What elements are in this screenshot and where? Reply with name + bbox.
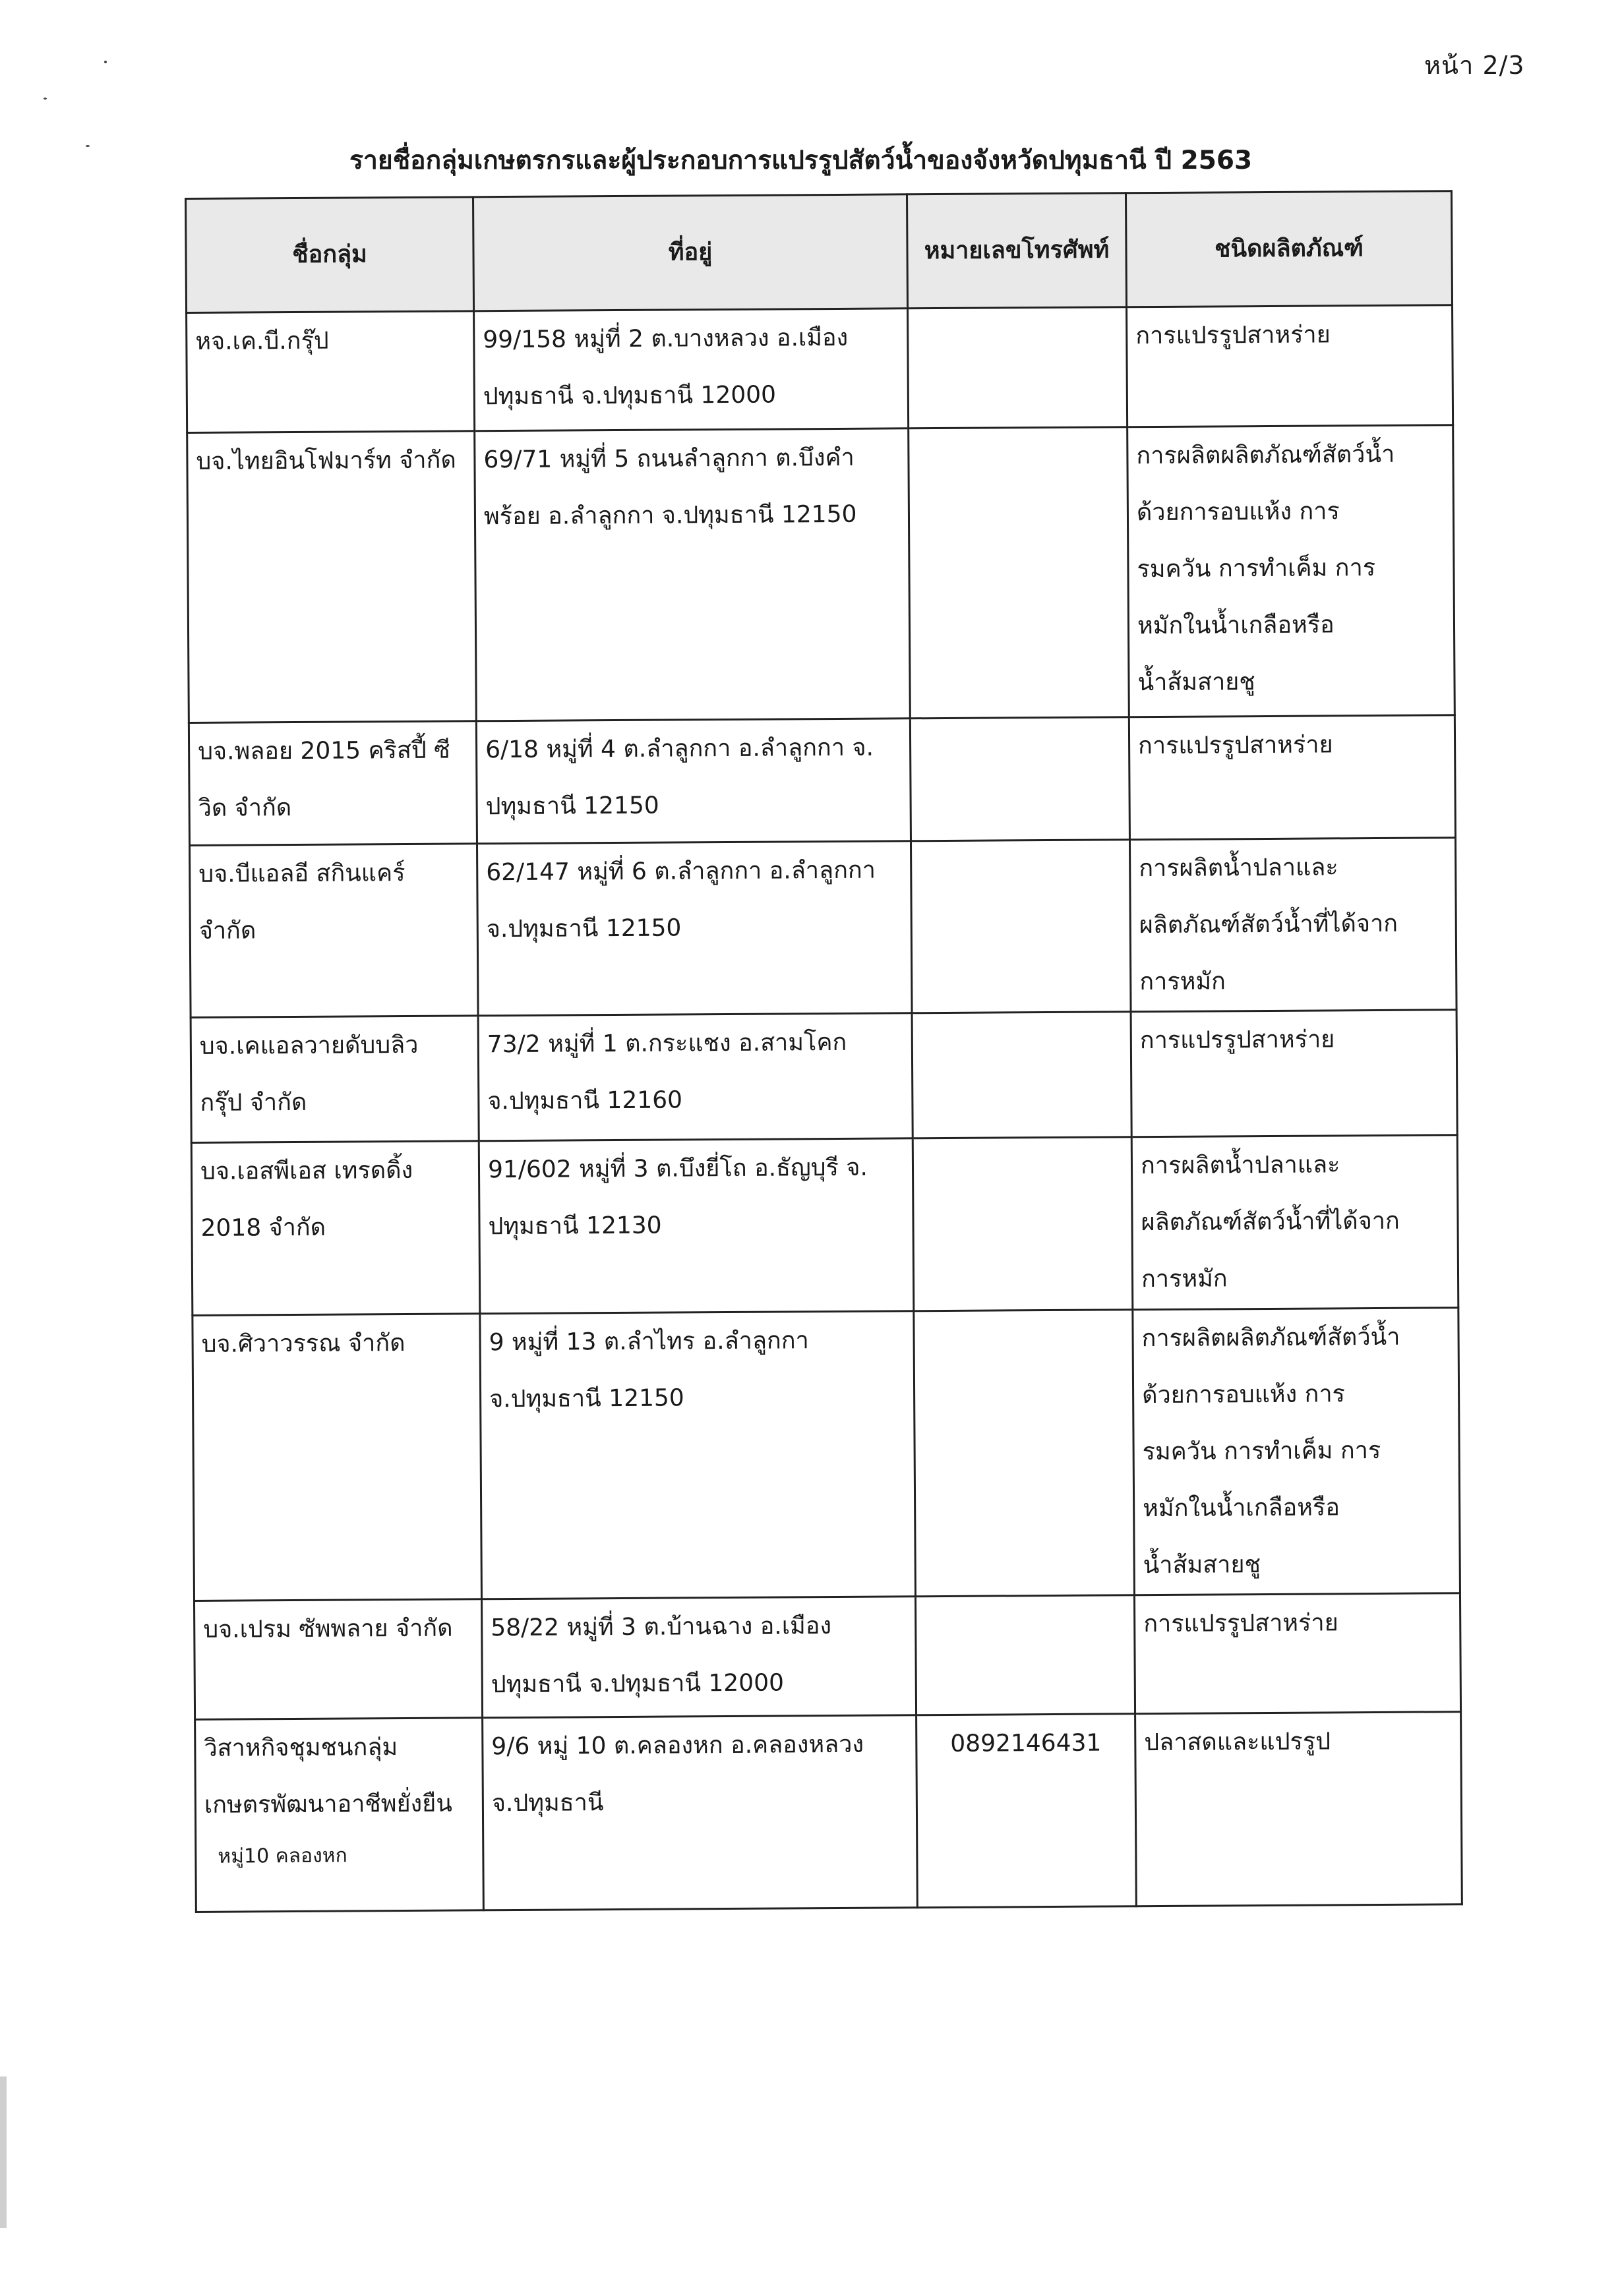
cell-address bbox=[483, 1715, 918, 1910]
table-row bbox=[191, 1010, 1457, 1143]
product-line: การผลิตผลิตภัณฑ์สัตว์น้ำ bbox=[1141, 1323, 1400, 1353]
product-line: การผลิตน้ำปลาและ bbox=[1140, 1151, 1340, 1180]
cell-group-name bbox=[187, 311, 475, 433]
cell-address bbox=[477, 841, 912, 1016]
cell-group-name bbox=[191, 1141, 480, 1316]
table-row bbox=[187, 425, 1455, 723]
column-header-product: ชนิดผลิตภัณฑ์ bbox=[1125, 191, 1452, 307]
cell-group-name bbox=[191, 1016, 479, 1143]
product-line: น้ำส้มสายชู bbox=[1137, 668, 1255, 697]
page-number: หน้า 2/3 bbox=[1424, 51, 1525, 80]
cell-product bbox=[1131, 1010, 1457, 1137]
product-line: การแปรรูปสาหร่าย bbox=[1137, 731, 1333, 760]
table-row bbox=[193, 1308, 1460, 1601]
cell-address bbox=[480, 1311, 916, 1599]
scan-edge-shadow bbox=[0, 2076, 7, 2228]
column-header-phone: หมายเลขโทรศัพท์ bbox=[907, 193, 1126, 309]
group-name-line: บจ.เปรม ซัพพลาย จำกัด bbox=[203, 1614, 453, 1643]
cell-product bbox=[1127, 305, 1453, 427]
group-name-line: 2018 จำกัด bbox=[200, 1214, 326, 1242]
address-line: 69/71 หมู่ที่ 5 ถนนลำลูกกา ต.บึงคำ bbox=[483, 444, 855, 474]
table-row bbox=[187, 305, 1453, 433]
cell-phone bbox=[911, 840, 1131, 1013]
cell-product bbox=[1127, 425, 1455, 717]
group-name-note: หมู่10 คลองหก bbox=[218, 1844, 347, 1868]
cell-phone bbox=[915, 1595, 1135, 1715]
group-name-line: เกษตรพัฒนาอาชีพยั่งยืน bbox=[204, 1790, 453, 1819]
address-line: จ.ปทุมธานี bbox=[491, 1789, 604, 1817]
cell-product bbox=[1129, 838, 1456, 1012]
cell-phone: 0892146431 bbox=[916, 1714, 1137, 1908]
product-line: รมควัน การทำเค็ม การ bbox=[1142, 1436, 1381, 1466]
cell-group-name bbox=[187, 431, 477, 723]
table-row bbox=[189, 715, 1455, 846]
group-name-line: วิด จำกัด bbox=[198, 794, 292, 822]
product-line: น้ำส้มสายชู bbox=[1143, 1551, 1261, 1579]
address-line: 62/147 หมู่ที่ 6 ต.ลำลูกกา อ.ลำลูกกา bbox=[486, 856, 876, 887]
table-row bbox=[195, 1593, 1461, 1720]
product-line: หมักในน้ำเกลือหรือ bbox=[1137, 611, 1335, 640]
cell-phone bbox=[908, 307, 1127, 428]
cell-product bbox=[1131, 1135, 1458, 1310]
scan-speck bbox=[86, 145, 90, 147]
scan-speck bbox=[104, 61, 107, 63]
cell-address bbox=[474, 309, 909, 431]
product-line: ปลาสดและแปรรูป bbox=[1144, 1728, 1331, 1757]
table-row bbox=[190, 838, 1457, 1018]
cell-group-name bbox=[190, 844, 479, 1018]
cell-phone bbox=[912, 1012, 1131, 1138]
cell-group-name bbox=[189, 721, 477, 846]
address-line: จ.ปทุมธานี 12160 bbox=[487, 1086, 683, 1115]
cell-product bbox=[1129, 715, 1455, 840]
address-line: ปทุมธานี 12130 bbox=[488, 1212, 662, 1241]
group-name-line: บจ.บีแอลอี สกินแคร์ bbox=[198, 859, 405, 888]
group-name-line: บจ.เคแอลวายดับบลิว bbox=[199, 1031, 419, 1060]
address-line: พร้อย อ.ลำลูกกา จ.ปทุมธานี 12150 bbox=[483, 500, 857, 531]
address-line: จ.ปทุมธานี 12150 bbox=[486, 914, 682, 943]
address-line: 58/22 หมู่ที่ 3 ต.บ้านฉาง อ.เมือง bbox=[491, 1612, 832, 1642]
product-line: ผลิตภัณฑ์สัตว์น้ำที่ได้จาก bbox=[1139, 910, 1398, 939]
address-line: 73/2 หมู่ที่ 1 ต.กระแชง อ.สามโคก bbox=[487, 1028, 847, 1059]
column-header-name: ชื่อกลุ่ม bbox=[186, 197, 474, 313]
cell-address bbox=[479, 1138, 914, 1314]
product-line: การผลิตผลิตภัณฑ์สัตว์น้ำ bbox=[1136, 440, 1395, 470]
cell-address bbox=[478, 1013, 913, 1141]
address-line: 9 หมู่ที่ 13 ต.ลำไทร อ.ลำลูกกา bbox=[489, 1327, 809, 1357]
registry-table bbox=[185, 190, 1463, 1913]
product-line: การผลิตน้ำปลาและ bbox=[1139, 854, 1338, 883]
product-line: การแปรรูปสาหร่าย bbox=[1139, 1026, 1335, 1055]
table-header-row bbox=[186, 191, 1453, 313]
product-line: ด้วยการอบแห้ง การ bbox=[1136, 498, 1340, 527]
group-name-line: จำกัด bbox=[198, 917, 256, 945]
document-title: รายชื่อกลุ่มเกษตรกรและผู้ประกอบการแปรรูปสัตว์น้ำของจังหวัดปทุมธานี ปี 2563 bbox=[349, 146, 1253, 175]
group-name-line: หจ.เค.บี.กรุ๊ป bbox=[195, 327, 329, 355]
address-line: 9/6 หมู่ 10 ต.คลองหก อ.คลองหลวง bbox=[491, 1730, 864, 1761]
group-name-line: กรุ๊ป จำกัด bbox=[200, 1088, 307, 1117]
column-header-address: ที่อยู่ bbox=[473, 194, 908, 311]
group-name-line: บจ.พลอย 2015 คริสปี้ ซี bbox=[198, 736, 450, 765]
product-line: ผลิตภัณฑ์สัตว์น้ำที่ได้จาก bbox=[1141, 1207, 1400, 1237]
address-line: 99/158 หมู่ที่ 2 ต.บางหลวง อ.เมือง bbox=[483, 324, 849, 354]
cell-product bbox=[1134, 1593, 1460, 1714]
product-line: การแปรรูปสาหร่าย bbox=[1143, 1609, 1338, 1638]
product-line: ด้วยการอบแห้ง การ bbox=[1141, 1380, 1346, 1409]
address-line: 91/602 หมู่ที่ 3 ต.บึงยี่โถ อ.ธัญบุรี จ. bbox=[487, 1154, 868, 1184]
scan-speck bbox=[44, 98, 47, 100]
group-name-line: วิสาหกิจชุมชนกลุ่ม bbox=[204, 1734, 398, 1762]
cell-phone bbox=[913, 1137, 1133, 1311]
table-row bbox=[195, 1712, 1462, 1912]
cell-group-name bbox=[193, 1314, 482, 1601]
cell-phone bbox=[909, 427, 1129, 719]
cell-address bbox=[475, 428, 911, 721]
cell-address bbox=[476, 719, 911, 844]
address-line: ปทุมธานี 12150 bbox=[485, 792, 659, 821]
table-row bbox=[191, 1135, 1458, 1316]
group-name-line: บจ.เอสพีเอส เทรดดิ้ง bbox=[200, 1156, 413, 1185]
cell-phone bbox=[910, 717, 1129, 841]
cell-group-name bbox=[195, 1599, 483, 1720]
group-name-line: บจ.ศิวาวรรณ จำกัด bbox=[201, 1329, 405, 1358]
cell-phone bbox=[914, 1310, 1135, 1597]
address-line: ปทุมธานี จ.ปทุมธานี 12000 bbox=[483, 381, 777, 411]
cell-product bbox=[1135, 1712, 1462, 1906]
cell-address bbox=[481, 1597, 916, 1718]
product-line: การหมัก bbox=[1139, 968, 1226, 996]
address-line: ปทุมธานี จ.ปทุมธานี 12000 bbox=[491, 1669, 785, 1699]
product-line: รมควัน การทำเค็ม การ bbox=[1137, 554, 1376, 583]
cell-product bbox=[1133, 1308, 1460, 1595]
group-name-line: บจ.ไทยอินโฟมาร์ท จำกัด bbox=[196, 446, 456, 475]
address-line: จ.ปทุมธานี 12150 bbox=[489, 1384, 684, 1413]
cell-group-name bbox=[195, 1718, 484, 1912]
product-line: การแปรรูปสาหร่าย bbox=[1135, 321, 1331, 350]
product-line: การหมัก bbox=[1141, 1265, 1228, 1293]
address-line: 6/18 หมู่ที่ 4 ต.ลำลูกกา อ.ลำลูกกา จ. bbox=[485, 734, 874, 764]
product-line: หมักในน้ำเกลือหรือ bbox=[1143, 1494, 1340, 1523]
